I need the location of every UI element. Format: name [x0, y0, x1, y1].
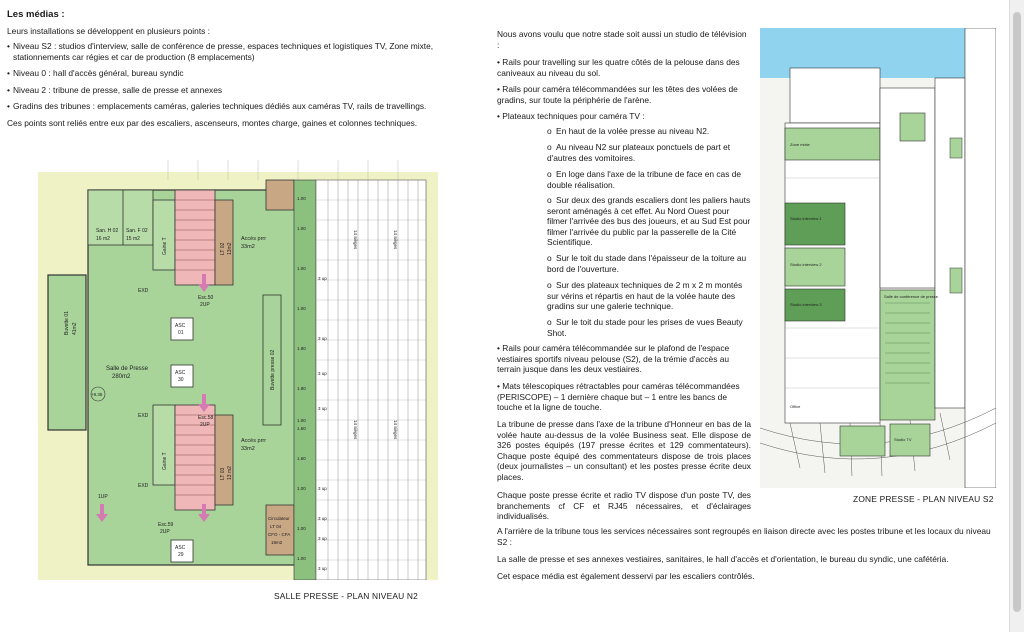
bullet-item: • Mats télescopiques rétractables pour caméras télécommandées (PERISCOPE) – 1 dernière chaque but – 1 entre les bancs de touche et la ligne de touche.: [497, 381, 740, 412]
exd-label: EXD: [138, 483, 149, 489]
sub-bullet: o En loge dans l'axe de la tribune de face en cas de double réalisation.: [547, 169, 742, 190]
acces-bottom-label: Accès prrr: [241, 438, 267, 444]
sub-bullet-text: Au niveau N2 sur plateaux ponctuels de part et d'autres des vomitoires.: [547, 142, 731, 163]
exd-label: EXD: [138, 413, 149, 419]
lt-cfo-label: LT 04: [270, 524, 282, 529]
exd-label: EXD: [138, 288, 149, 294]
salle-label: Salle de Presse: [106, 366, 149, 372]
conference-room: [880, 290, 935, 420]
bullet-item: • Niveau 2 : tribune de presse, salle de presse et annexes: [7, 85, 223, 95]
sub-bullet-text: Sur le toit du stade pour les prises de vues Beauty Shot.: [547, 317, 743, 338]
bullet-text: Gradins des tribunes : emplacements caméras, galeries techniques dédiés aux caméras TV, rails de travellings.: [13, 101, 427, 111]
studio-tv-label: Studio TV: [894, 437, 912, 442]
bullet-item: • Rails pour caméra télécommandée sur le plafond de l'espace vestiaires sportifs niveau pelouse (S2), de la trémie d'accès au terrain jusque dans les deux vestiaires.: [497, 343, 730, 374]
dim-label: 1.00: [297, 486, 306, 491]
studio-label: Studio interview 1: [790, 216, 822, 221]
bullet-text: Niveau 2 : tribune de presse, salle de presse et annexes: [13, 85, 223, 95]
lt02-label: LT 02: [220, 242, 226, 255]
press-posts-text: Chaque poste presse écrite et radio TV dispose d'un poste TV, des branchements cf CF et RJ45 nécessaires, et d'éclairages individualisés.: [497, 490, 751, 521]
sub-bullet-text: Sur des plateaux techniques de 2 m x 2 m montés sur vérins et répartis en haut de la volée haute des gradins sur une galerie technique.: [547, 280, 743, 311]
up-mark: 3 up: [318, 371, 327, 376]
sub-bullet: o Sur deux des grands escaliers dont les paliers hauts seront aménagés à cet effet. Au Nord Ouest pour filmer l'arrivée des bus des joueurs, et au Sud Est pour filmer l'arrivée du public par la passerelle de la Cité Scientifique.: [547, 195, 751, 247]
mixed-zone-label: Zone mixte: [790, 142, 810, 147]
level-label: +9.35: [91, 392, 103, 397]
bullet-text: Niveau 0 : hall d'accès général, bureau syndic: [13, 68, 184, 78]
dim-label: 1.00: [297, 226, 306, 231]
closing-text: Ces points sont reliés entre eux par des escaliers, ascenseurs, montes charge, gaines et colonnes techniques.: [7, 118, 418, 128]
up-mark: 3 up: [318, 276, 327, 281]
dim-label: 1.00: [297, 196, 306, 201]
studio-room: [785, 203, 845, 245]
rear-services-text: A l'arrière de la tribune tous les services nécessaires sont regroupés en liaison directe avec les postes tribune et les locaux du niveau S2 :: [497, 526, 991, 547]
stands-gradins: [316, 180, 426, 580]
seats-label: 14 sièges: [393, 420, 398, 440]
esc59-up: 2UP: [160, 529, 170, 535]
dim-label: 1.00: [297, 556, 306, 561]
bullet-item: • Rails pour caméra télécommandées sur les têtes des volées de gradins, sur toute la périphérie de l'arène.: [497, 84, 738, 105]
sub-bullet: o Sur le toit du stade dans l'épaisseur de la toiture au bord de l'ouverture.: [547, 253, 747, 274]
dim-label: 1.80: [297, 386, 306, 391]
press-tribune-text: La tribune de presse dans l'axe de la tribune d'Honneur en bas de la volée haute au-dessus de la volée Business seat. Elle dispose de 326 postes équipés (197 presse écrites et 129 commentateurs). Chaque poste équipé des commentateurs dispose de trois places (deux journalistes – un consultant) et les postes presse écrite deux places.: [497, 419, 751, 482]
seats-label: 14 sièges: [393, 230, 398, 250]
sub-bullet-text: Sur le toit du stade dans l'épaisseur de la toiture au bord de l'ouverture.: [547, 253, 747, 274]
dim-label: 1.00: [297, 306, 306, 311]
dim-label: 1.00: [297, 418, 306, 423]
san-f-area: 15 m2: [126, 236, 140, 242]
dim-label: 1.60: [297, 456, 306, 461]
gaine-bottom-label: Gaine T: [162, 452, 168, 470]
seats-label: 14 sièges: [353, 230, 358, 250]
office-label: Office: [790, 404, 801, 409]
buvette-presse-label: Buvette presse 02: [270, 349, 276, 390]
sub-bullet: o En haut de la volée presse au niveau N2.: [547, 126, 710, 136]
bullet-text: Rails pour travelling sur les quatre côtés de la pelouse dans des caniveaux au niveau du sol.: [497, 57, 740, 78]
section-title: Les médias :: [7, 9, 65, 20]
conference-label: Salle de conférence de presse: [884, 294, 939, 299]
bullet-item: • Gradins des tribunes : emplacements caméras, galeries techniques dédiés aux caméras TV, rails de travellings.: [7, 101, 427, 111]
san-h-label: San. H 02: [96, 228, 119, 234]
intro-text: Leurs installations se développent en plusieurs points :: [7, 26, 210, 36]
lt02-area: 13m2: [227, 242, 233, 255]
esc50-up: 2UP: [200, 302, 210, 308]
service-rooms: [790, 68, 880, 123]
sub-bullet: o Au niveau N2 sur plateaux ponctuels de part et d'autres des vomitoires.: [547, 142, 731, 163]
esc50-label: Esc.50: [198, 295, 214, 301]
bullet-item: • Niveau 0 : hall d'accès général, bureau syndic: [7, 68, 184, 78]
studio-label: Studio interview 3: [790, 302, 822, 307]
acces-top-area: 33m2: [241, 244, 255, 250]
dim-label: 1.00: [297, 526, 306, 531]
elevator-01: [171, 318, 193, 340]
press-room-floor-plan: [38, 160, 438, 580]
up-mark: 3 up: [318, 406, 327, 411]
caption-right: ZONE PRESSE - PLAN NIVEAU S2: [853, 494, 994, 504]
acces-top-label: Accès prrr: [241, 236, 267, 242]
scrollbar-thumb[interactable]: [1013, 12, 1021, 612]
lt-cfo-room: [266, 505, 294, 555]
sub-bullet: o Sur le toit du stade pour les prises de vues Beauty Shot.: [547, 317, 743, 338]
lt03-room: [215, 415, 233, 505]
acces-bottom-area: 33m2: [241, 446, 255, 452]
san-h-area: 16 m2: [96, 236, 110, 242]
sub-bullet-text: En haut de la volée presse au niveau N2.: [556, 126, 710, 136]
asc01-num: 01: [178, 330, 184, 336]
asc29-num: 29: [178, 552, 184, 558]
asc30-label: ASC: [175, 370, 186, 376]
dim-label: 1.80: [297, 346, 306, 351]
elevator-29: [171, 540, 193, 562]
seats-label: 14 sièges: [353, 420, 358, 440]
lt-cfo-b-label: CFO - CFA: [268, 532, 291, 537]
bullet-text: Rails pour caméra télécommandée sur le plafond de l'espace vestiaires sportifs niveau pelouse (S2), de la trémie d'accès au terrain jusque dans les deux vestiaires.: [497, 343, 730, 374]
bullet-text: Plateaux techniques pour caméra TV :: [502, 111, 645, 121]
up-mark: 3 up: [318, 486, 327, 491]
gaine-bottom: [153, 405, 175, 485]
asc29-label: ASC: [175, 545, 186, 551]
esc58-up: 2UP: [200, 422, 210, 428]
up-mark: 3 up: [318, 516, 327, 521]
buvette-area: 41m2: [72, 322, 78, 335]
small-green-room: [900, 113, 925, 141]
right-intro: Nous avons voulu que notre stade soit aussi un studio de télévision :: [497, 29, 747, 50]
san-f-label: San. F 02: [126, 228, 148, 234]
bullet-item: • Niveau S2 : studios d'interview, salle de conférence de presse, espaces techniques et logistiques TV, Zone mixte, stationnements car régies et car de production (8 emplacements): [7, 41, 477, 62]
circulateur-label: Circulateur: [268, 516, 290, 521]
sub-bullet-text: En loge dans l'axe de la tribune de face en cas de double réalisation.: [547, 169, 742, 190]
up1-label: 1UP: [98, 494, 108, 500]
buvette-label: Buvette 01: [64, 311, 70, 335]
esc59-label: Esc.59: [158, 522, 174, 528]
bullet-text: Rails pour caméra télécommandées sur les têtes des volées de gradins, sur toute la périphérie de l'arène.: [497, 84, 738, 105]
studio-room: [785, 248, 845, 286]
buvette-room: [48, 275, 86, 430]
press-zone-floor-plan: [760, 28, 996, 488]
gaine-top-label: Gaine T: [162, 237, 168, 255]
asc30-num: 30: [178, 377, 184, 383]
salle-area: 280m2: [112, 374, 131, 380]
lt-cfo-area: 19m2: [271, 540, 283, 545]
bullet-item: • Plateaux techniques pour caméra TV :: [497, 111, 645, 121]
scrollbar[interactable]: [1009, 0, 1024, 632]
dim-label: 1.00: [297, 266, 306, 271]
elevator-30: [171, 365, 193, 387]
studio-label: Studio interview 2: [790, 262, 822, 267]
bullet-text: Niveau S2 : studios d'interview, salle de conférence de presse, espaces techniques et logistiques TV, Zone mixte, stationnements car régies et car de production (8 emplacements): [13, 41, 434, 62]
circulation-band: [294, 180, 316, 580]
lt03-label: LT 03: [220, 467, 226, 480]
caption-left: SALLE PRESSE - PLAN NIVEAU N2: [274, 591, 419, 601]
up-mark: 3 up: [318, 536, 327, 541]
press-room-text: La salle de presse et ses annexes vestiaires, sanitaires, le hall d'accès et d'orientation, le bureau du syndic, une cafétéria.: [497, 554, 949, 564]
lt-top-room: [266, 180, 294, 210]
bullet-text: Mats télescopiques rétractables pour caméras télécommandées (PERISCOPE) – 1 dernière chaque but – 1 entre les bancs de touche et la ligne de touche.: [497, 381, 740, 412]
up-mark: 3 up: [318, 566, 327, 571]
sub-bullet: o Sur des plateaux techniques de 2 m x 2 m montés sur vérins et répartis en haut de la volée haute des gradins sur une galerie technique.: [547, 280, 743, 311]
sub-bullet-text: Sur deux des grands escaliers dont les paliers hauts seront aménagés à cet effet. Au Nord Ouest pour filmer l'arrivée des bus des joueurs, et au Sud Est pour filmer l'arrivée du public par la passerelle de la Cité Scientifique.: [547, 195, 751, 247]
media-space-text: Cet espace média est également desservi par les escaliers contrôlés.: [497, 571, 755, 581]
bullet-item: • Rails pour travelling sur les quatre côtés de la pelouse dans des caniveaux au niveau du sol.: [497, 57, 740, 78]
esc58-label: Esc.58: [198, 415, 214, 421]
gaine-top: [153, 200, 175, 270]
corridor-block: [935, 78, 965, 408]
dim-label: 1.60: [297, 426, 306, 431]
lt03-area: 13 m2: [227, 466, 233, 480]
stair-top: [175, 190, 215, 285]
asc01-label: ASC: [175, 323, 186, 329]
up-mark: 3 up: [318, 336, 327, 341]
